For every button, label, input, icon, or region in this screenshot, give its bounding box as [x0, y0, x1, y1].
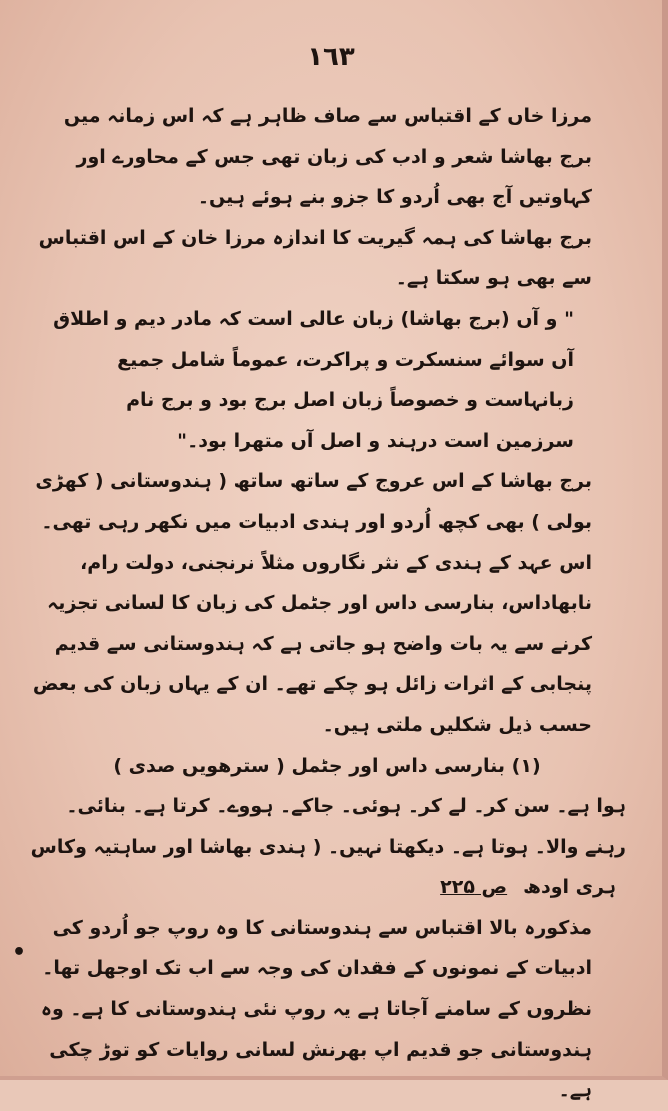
page-body	[28, 96, 626, 1111]
margin-mark: •	[12, 940, 27, 965]
closing-paragraph: مذکورہ بالا اقتباس سے ہندوستانی کا وہ روپ جو اُردو کی ادبیات کے نمونوں کے فقدان کی وجہ سے اب تک اوجھل تھا۔ نظروں کے سامنے آجاتا ہے یہ روپ نئی ہندوستانی کا ہے۔ وہ ہندوستانی جو قدیم اپ بھرنش لسانی روایات کو توڑ چکی ہے۔	[40, 916, 592, 1102]
paragraph-2: برج بھاشا کی ہمہ گیریت کا اندازہ مرزا خان کے اس اقتباس سے بھی ہو سکتا ہے۔	[38, 226, 592, 290]
reference-page: ص ۲۲۵	[440, 876, 508, 899]
reference-source: ہری اودھ	[523, 876, 616, 899]
example-line-1: ہوا ہے۔ سن کر۔ لے کر۔ ہوئی۔ جاکے۔ ہووے۔ کرتا ہے۔ بنائی۔	[66, 795, 626, 818]
example-heading: (۱) بنارسی داس اور جٹمل ( سترھویں صدی )	[113, 754, 541, 777]
example-line-2: رہنے والا۔ ہوتا ہے۔ دیکھتا نہیں۔ ( ہندی بھاشا اور ساہتیہ وکاس	[30, 835, 626, 858]
page-number: ۱٦۳	[307, 42, 355, 72]
paragraph-1: مرزا خاں کے اقتباس سے صاف ظاہر ہے کہ اس زمانہ میں برج بھاشا شعر و ادب کی زبان تھی جس کے محاورے اور کہاوتیں آج بھی اُردو کا جزو بنے ہوئے ہیں۔	[63, 105, 592, 209]
reference-line	[28, 867, 626, 908]
persian-quote: " و آں (برج بھاشا) زبان عالی است کہ مادر دیم و اطلاق آں سوائے سنسکرت و پراکرت، عموماً شامل جمیع زبانہاست و خصوصاً زبان اصل برج بود و برج نام سرزمین است درہند و اصل آں متھرا بود۔"	[53, 307, 574, 452]
paragraph-3: برج بھاشا کے اس عروج کے ساتھ ساتھ ( ہندوستانی ( کھڑی بولی ) بھی کچھ اُردو اور ہندی ادبیات میں نکھر رہی تھی۔ اس عہد کے ہندی کے نثر نگاروں مثلاً نرنجنی، دولت رام، نابھاداس، بنارسی داس اور جٹمل کی زبان کا لسانی تجزیہ کرنے سے یہ بات واضح ہو جاتی ہے کہ ہندوستانی سے قدیم پنجابی کے اثرات زائل ہو چکے تھے۔ ان کے یہاں زبان کی بعض حسب ذیل شکلیں ملتی ہیں۔	[32, 470, 592, 736]
